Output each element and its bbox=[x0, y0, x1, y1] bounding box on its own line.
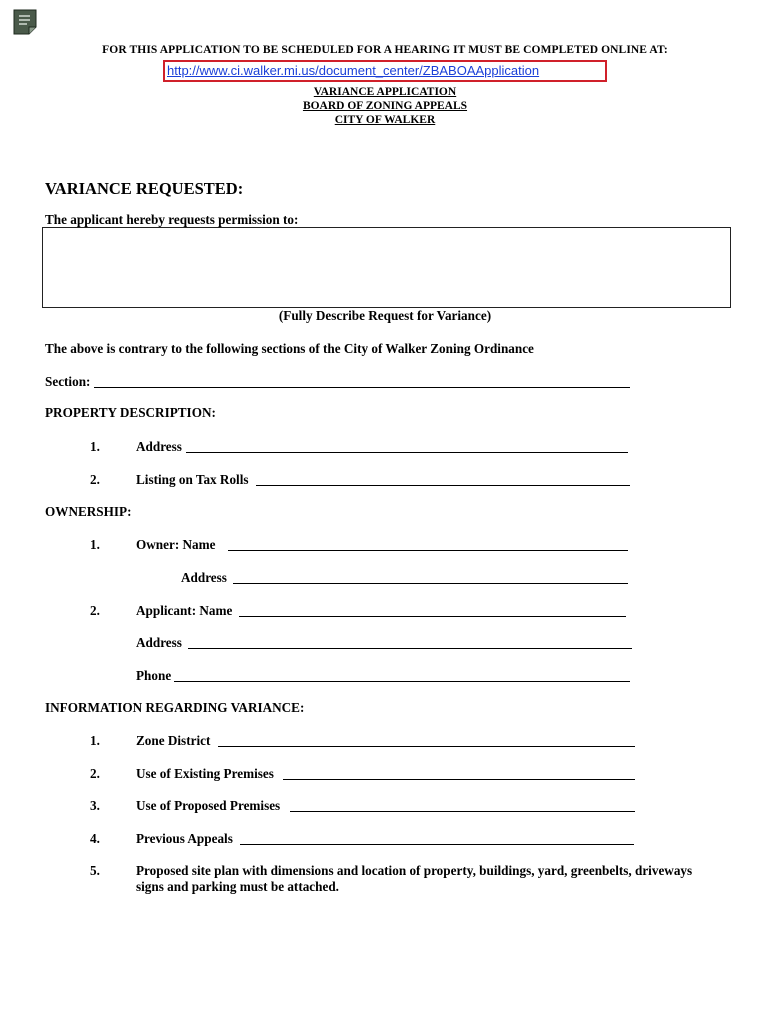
variance-requested-heading: VARIANCE REQUESTED: bbox=[45, 179, 244, 198]
zone-district-label: Zone District bbox=[136, 733, 211, 748]
previous-appeals-field[interactable] bbox=[240, 844, 634, 845]
section-field[interactable] bbox=[94, 387, 630, 388]
property-address-label: Address bbox=[136, 439, 182, 454]
ownership-heading: OWNERSHIP: bbox=[45, 504, 132, 519]
form-title: VARIANCE APPLICATION bbox=[313, 86, 457, 98]
info-item-number: 1. bbox=[90, 733, 100, 748]
proposed-premises-label: Use of Proposed Premises bbox=[136, 798, 281, 813]
info-item-number: 4. bbox=[90, 831, 100, 846]
zone-district-field[interactable] bbox=[218, 746, 635, 747]
owner-name-field[interactable] bbox=[228, 550, 628, 551]
owner-name-label: Owner: Name bbox=[136, 537, 216, 552]
property-item-number: 1. bbox=[90, 439, 100, 454]
application-url-link[interactable]: http://www.ci.walker.mi.us/document_center/ZBABOAApplication bbox=[167, 63, 540, 78]
request-intro: The applicant hereby requests permission to: bbox=[45, 212, 299, 227]
applicant-name-label: Applicant: Name bbox=[136, 603, 233, 618]
document-lines-icon[interactable] bbox=[13, 9, 37, 35]
section-label: Section: bbox=[45, 374, 91, 389]
info-item-number: 3. bbox=[90, 798, 100, 813]
site-plan-requirement: Proposed site plan with dimensions and location of property, buildings, yard, greenbelts, driveways bbox=[136, 863, 693, 878]
applicant-address-label: Address bbox=[136, 635, 182, 650]
tax-rolls-label: Listing on Tax Rolls bbox=[136, 472, 249, 487]
applicant-name-field[interactable] bbox=[239, 616, 626, 617]
board-name: BOARD OF ZONING APPEALS bbox=[302, 100, 468, 112]
property-address-field[interactable] bbox=[186, 452, 628, 453]
contrary-statement: The above is contrary to the following sections of the City of Walker Zoning Ordinance bbox=[45, 341, 534, 356]
applicant-phone-label: Phone bbox=[136, 668, 172, 683]
owner-number: 1. bbox=[90, 537, 100, 552]
existing-premises-field[interactable] bbox=[283, 779, 635, 780]
previous-appeals-label: Previous Appeals bbox=[136, 831, 233, 846]
proposed-premises-field[interactable] bbox=[290, 811, 635, 812]
city-name: CITY OF WALKER bbox=[334, 114, 436, 126]
property-description-heading: PROPERTY DESCRIPTION: bbox=[45, 405, 216, 420]
variance-request-textbox[interactable] bbox=[42, 227, 731, 308]
site-plan-requirement-continued: signs and parking must be attached. bbox=[136, 879, 339, 894]
owner-address-label: Address bbox=[181, 570, 227, 585]
applicant-phone-field[interactable] bbox=[174, 681, 630, 682]
request-caption: (Fully Describe Request for Variance) bbox=[278, 308, 492, 323]
existing-premises-label: Use of Existing Premises bbox=[136, 766, 274, 781]
applicant-number: 2. bbox=[90, 603, 100, 618]
information-heading: INFORMATION REGARDING VARIANCE: bbox=[45, 700, 305, 715]
applicant-address-field[interactable] bbox=[188, 648, 632, 649]
owner-address-field[interactable] bbox=[233, 583, 628, 584]
info-item-number: 5. bbox=[90, 863, 100, 878]
online-notice: FOR THIS APPLICATION TO BE SCHEDULED FOR A HEARING IT MUST BE COMPLETED ONLINE AT: bbox=[102, 44, 668, 56]
property-item-number: 2. bbox=[90, 472, 100, 487]
tax-rolls-field[interactable] bbox=[256, 485, 630, 486]
url-highlight-box bbox=[163, 60, 607, 82]
info-item-number: 2. bbox=[90, 766, 100, 781]
